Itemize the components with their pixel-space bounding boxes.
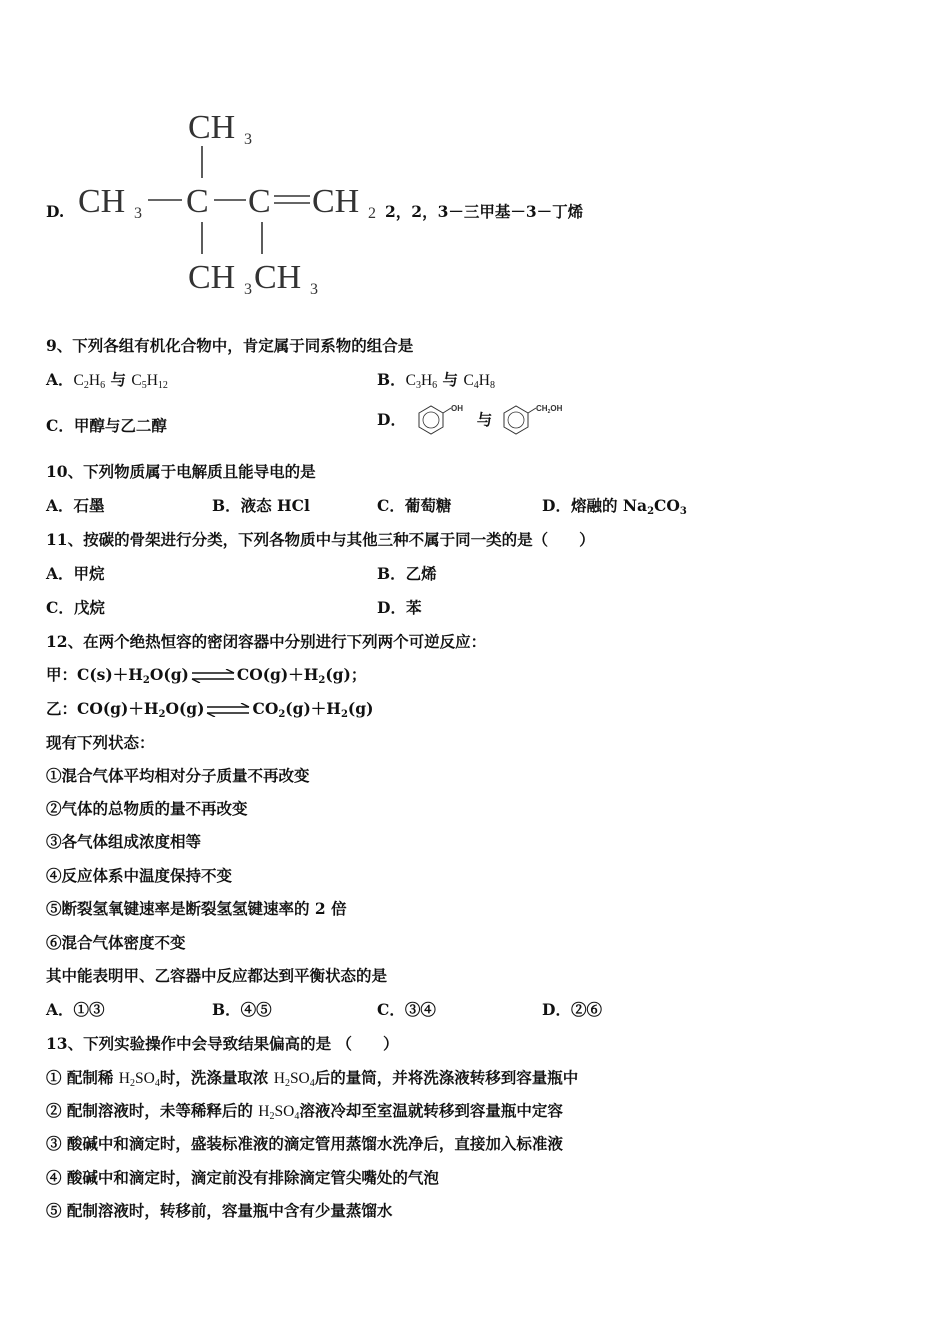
- q12-reaction-jia: 甲：$C(s)+H_2O(g)$ $CO(g)+H_2(g)$；: [46, 665, 367, 686]
- q9-option-a: A．$C_2H_6$ 与 $C_5H_{12}$: [46, 370, 168, 391]
- phenol-structure: [411, 403, 471, 439]
- q8-option-d-label: D.: [46, 202, 65, 221]
- q9-stem: 9、下列各组有机化合物中，肯定属于同系物的组合是: [46, 336, 414, 355]
- q10-option-a: A．石墨: [46, 496, 105, 515]
- q11-option-d: D．苯: [377, 598, 422, 617]
- q12-state-3: ③各气体组成浓度相等: [46, 832, 202, 851]
- q13-stem: 13、下列实验操作中会导致结果偏高的是 （ ）: [46, 1034, 399, 1053]
- q9-option-d: D． OH 与 $CH_2OH$: [377, 400, 570, 440]
- bottom-right-methyl: CH: [254, 259, 302, 296]
- q13-item-2: ② 配制溶液时，未等稀释后的 $H_2SO_4$溶液冷却至室温就转移到容量瓶中定容: [46, 1101, 563, 1122]
- q8-option-d-name: 2，2，3－三甲基－3－丁烯: [385, 202, 584, 221]
- q12-option-b: B．④⑤: [212, 1000, 272, 1019]
- q12-state-6: ⑥混合气体密度不变: [46, 933, 186, 952]
- q13-item-5: ⑤ 配制溶液时，转移前，容量瓶中含有少量蒸馏水: [46, 1201, 393, 1220]
- q8-structural-formula: [74, 100, 404, 300]
- q10-option-b: B．液态 HCl: [212, 496, 310, 515]
- benzyl-alcohol-structure: [498, 403, 570, 439]
- q12-state-4: ④反应体系中温度保持不变: [46, 866, 233, 885]
- q11-option-c: C．戊烷: [46, 598, 105, 617]
- svg-text:2: 2: [368, 205, 376, 222]
- q10-stem: 10、下列物质属于电解质且能导电的是: [46, 462, 316, 481]
- bottom-left-methyl: CH: [188, 259, 236, 296]
- svg-text:3: 3: [310, 281, 318, 298]
- alkene-carbon: C: [248, 183, 271, 220]
- terminal-ch2: CH: [312, 183, 360, 220]
- q11-option-b: B．乙烯: [377, 564, 437, 583]
- svg-text:3: 3: [134, 205, 142, 222]
- q11-stem: 11、按碳的骨架进行分类，下列各物质中与其他三种不属于同一类的是（ ）: [46, 530, 595, 549]
- equilibrium-arrow-icon: [205, 703, 251, 717]
- q10-option-d: D．熔融的 $Na_2CO_3$: [542, 496, 687, 517]
- q13-item-1: ① 配制稀 $H_2SO_4$时，洗涤量取浓 $H_2SO_4$后的量筒，并将洗涤液转移到容量瓶中: [46, 1068, 579, 1089]
- q9-option-c: C．甲醇与乙二醇: [46, 416, 167, 435]
- q12-state-1: ①混合气体平均相对分子质量不再改变: [46, 766, 310, 785]
- q12-option-c: C．③④: [377, 1000, 436, 1019]
- q12-stem: 12、在两个绝热恒容的密闭容器中分别进行下列两个可逆反应：: [46, 632, 487, 651]
- svg-text:3: 3: [244, 131, 252, 148]
- top-methyl: CH: [188, 109, 236, 146]
- quaternary-carbon: C: [186, 183, 209, 220]
- q12-state-5: ⑤断裂氢氧键速率是断裂氢氢键速率的 2 倍: [46, 899, 347, 918]
- q11-option-a: A．甲烷: [46, 564, 105, 583]
- q12-reaction-yi: 乙：$CO(g)+H_2O(g)$ $CO_2(g)+H_2(g)$: [46, 699, 374, 720]
- q13-item-4: ④ 酸碱中和滴定时，滴定前没有排除滴定管尖嘴处的气泡: [46, 1168, 439, 1187]
- svg-text:OH: OH: [451, 404, 464, 413]
- equilibrium-arrow-icon: [190, 669, 236, 683]
- q12-state-2: ②气体的总物质的量不再改变: [46, 799, 248, 818]
- q12-option-d: D．②⑥: [542, 1000, 602, 1019]
- q13-item-3: ③ 酸碱中和滴定时，盛装标准液的滴定管用蒸馏水洗净后，直接加入标准液: [46, 1134, 563, 1153]
- q10-option-c: C．葡萄糖: [377, 496, 452, 515]
- svg-text:3: 3: [244, 281, 252, 298]
- q12-ask: 其中能表明甲、乙容器中反应都达到平衡状态的是: [46, 966, 388, 985]
- svg-text:CH2OH: $CH_2OH$: [535, 404, 563, 415]
- left-methyl: CH: [78, 183, 126, 220]
- q12-option-a: A．①③: [46, 1000, 105, 1019]
- q12-states-intro: 现有下列状态：: [46, 733, 155, 752]
- q9-option-b: B．$C_3H_6$ 与 $C_4H_8$: [377, 370, 495, 391]
